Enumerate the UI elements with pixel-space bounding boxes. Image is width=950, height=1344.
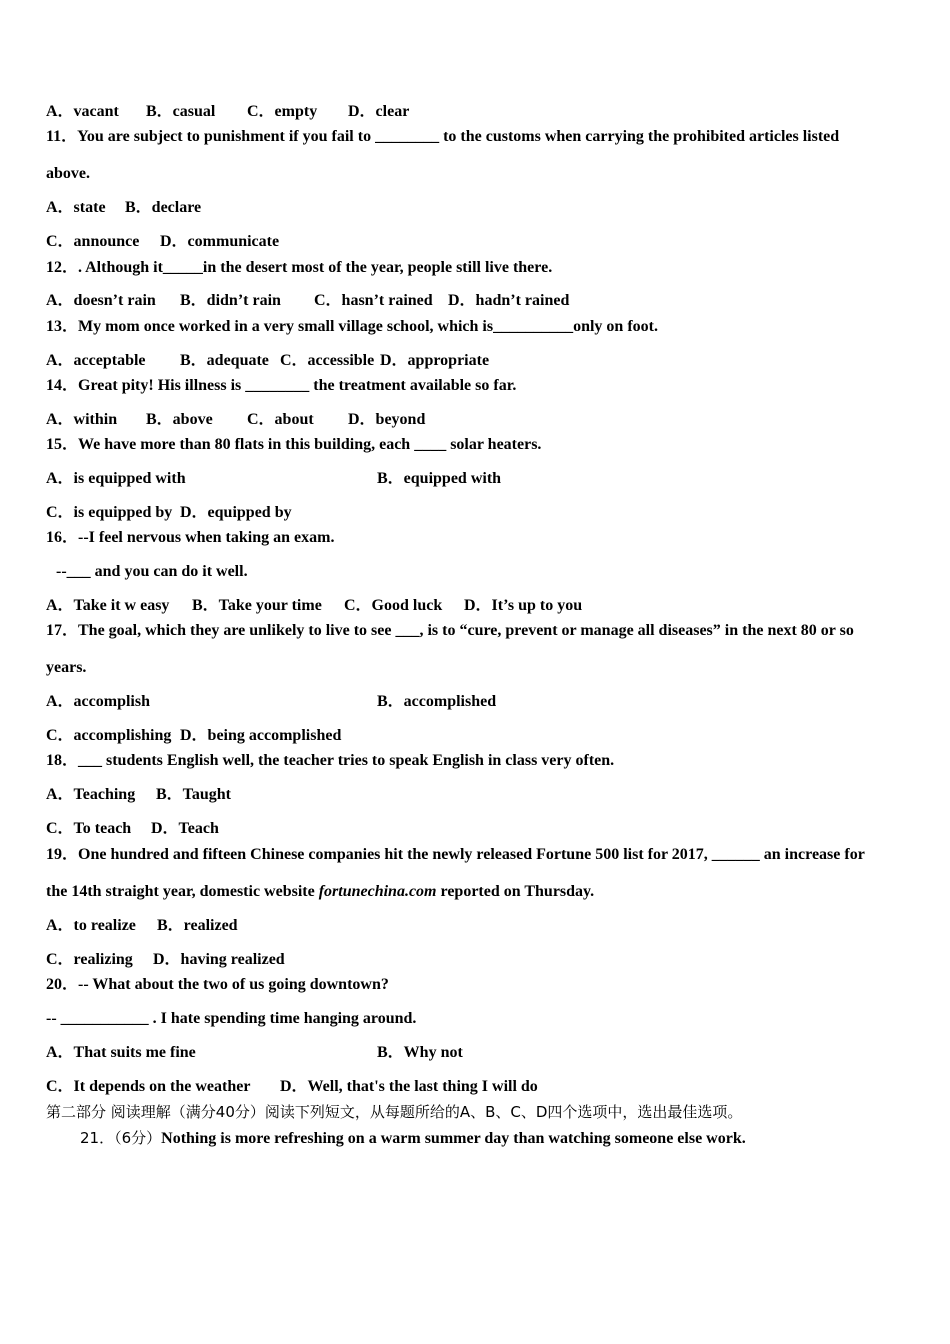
option-c: C．It depends on the weather bbox=[46, 1078, 251, 1095]
option-b: B．accomplished bbox=[377, 693, 497, 710]
options-q20-cd bbox=[46, 1078, 538, 1096]
option-c: C．hasn’t rained bbox=[314, 292, 433, 309]
option-a: A．accomplish bbox=[46, 693, 151, 710]
option-d: D．equipped by bbox=[180, 504, 292, 521]
question-20-reply: -- ___________ . I hate spending time hanging around. bbox=[46, 1010, 417, 1027]
option-d: D．hadn’t rained bbox=[448, 292, 570, 309]
question-11-cont: above. bbox=[46, 165, 90, 182]
question-17-cont: years. bbox=[46, 659, 87, 676]
option-a: A．That suits me fine bbox=[46, 1044, 196, 1061]
options-q15-ab bbox=[46, 470, 501, 488]
question-21 bbox=[80, 1129, 746, 1148]
option-d: D．beyond bbox=[348, 411, 426, 428]
options-q17-cd bbox=[46, 727, 341, 745]
option-c: C．is equipped by bbox=[46, 504, 173, 521]
option-b: B．adequate bbox=[180, 352, 269, 369]
options-q11-ab bbox=[46, 199, 201, 217]
question-18: 18．___ students English well, the teacher tries to speak English in class very often. bbox=[46, 752, 615, 769]
options-q18-cd bbox=[46, 820, 219, 838]
question-16-reply: --___ and you can do it well. bbox=[56, 563, 248, 580]
option-d: D．appropriate bbox=[380, 352, 490, 369]
option-b: B．declare bbox=[125, 199, 202, 216]
question-11: 11．You are subject to punishment if you fail to ________ to the customs when carrying the prohibited articles listed bbox=[46, 128, 840, 145]
option-d: D．having realized bbox=[153, 951, 285, 968]
option-c: C．Good luck bbox=[344, 597, 443, 614]
question-19-cont bbox=[46, 883, 594, 901]
option-a: A．doesn’t rain bbox=[46, 292, 156, 309]
options-q16 bbox=[46, 597, 582, 615]
options-q18-ab bbox=[46, 786, 231, 804]
question-12: 12．. Although it_____in the desert most of the year, people still live there. bbox=[46, 259, 553, 276]
option-d: D．It’s up to you bbox=[464, 597, 583, 614]
options-q11-cd bbox=[46, 233, 279, 251]
option-b: B．Why not bbox=[377, 1044, 463, 1061]
options-q10 bbox=[46, 103, 409, 121]
part-two-heading: 第二部分 阅读理解（满分40分）阅读下列短文，从每题所给的A、B、C、D四个选项中，选出最佳选项。 bbox=[46, 1103, 743, 1121]
option-d: D．clear bbox=[348, 103, 410, 120]
option-a: A．to realize bbox=[46, 917, 136, 934]
options-q15-cd bbox=[46, 504, 292, 522]
q21-number: 21．（6分） bbox=[80, 1129, 162, 1147]
option-c: C．about bbox=[247, 411, 314, 428]
options-q12 bbox=[46, 292, 569, 310]
option-a: A．is equipped with bbox=[46, 470, 186, 487]
option-a: A．within bbox=[46, 411, 118, 428]
option-b: B．above bbox=[146, 411, 213, 428]
option-c: C．announce bbox=[46, 233, 140, 250]
options-q20-ab bbox=[46, 1044, 463, 1062]
options-q19-cd bbox=[46, 951, 285, 969]
option-c: C．realizing bbox=[46, 951, 133, 968]
options-q19-ab bbox=[46, 917, 238, 935]
option-b: B．equipped with bbox=[377, 470, 502, 487]
option-a: A．state bbox=[46, 199, 106, 216]
option-a: A．acceptable bbox=[46, 352, 146, 369]
option-c: C．empty bbox=[247, 103, 318, 120]
question-13: 13．My mom once worked in a very small village school, which is__________only on foot. bbox=[46, 318, 658, 335]
option-a: A．Take it w easy bbox=[46, 597, 170, 614]
question-20: 20．-- What about the two of us going downtown? bbox=[46, 976, 389, 993]
option-d: D．Teach bbox=[151, 820, 219, 837]
options-q17-ab bbox=[46, 693, 496, 711]
options-q13 bbox=[46, 352, 489, 370]
q19-text-pre: the 14th straight year, domestic website bbox=[46, 883, 319, 900]
option-d: D．communicate bbox=[160, 233, 280, 250]
question-19: 19．One hundred and fifteen Chinese companies hit the newly released Fortune 500 list for 2017, ______ an increase for bbox=[46, 846, 865, 863]
option-b: B．casual bbox=[146, 103, 216, 120]
option-a: A．vacant bbox=[46, 103, 119, 120]
options-q14 bbox=[46, 411, 425, 429]
option-d: D．Well, that's the last thing I will do bbox=[280, 1078, 538, 1095]
option-a: A．Teaching bbox=[46, 786, 136, 803]
q21-text: Nothing is more refreshing on a warm summer day than watching someone else work. bbox=[161, 1130, 746, 1147]
option-c: C．accessible bbox=[280, 352, 375, 369]
question-17: 17．The goal, which they are unlikely to live to see ___, is to “cure, prevent or manage all diseases” in the next 80 or so bbox=[46, 622, 854, 639]
option-b: B．Take your time bbox=[192, 597, 322, 614]
option-b: B．realized bbox=[157, 917, 238, 934]
q19-text-post: reported on Thursday. bbox=[436, 883, 595, 900]
website-name: fortunechina.com bbox=[318, 883, 437, 900]
question-15: 15．We have more than 80 flats in this building, each ____ solar heaters. bbox=[46, 436, 542, 453]
option-d: D．being accomplished bbox=[180, 727, 342, 744]
option-c: C．accomplishing bbox=[46, 727, 172, 744]
question-14: 14．Great pity! His illness is ________ the treatment available so far. bbox=[46, 377, 517, 394]
option-b: B．Taught bbox=[156, 786, 232, 803]
question-16: 16．--I feel nervous when taking an exam. bbox=[46, 529, 335, 546]
option-c: C．To teach bbox=[46, 820, 132, 837]
option-b: B．didn’t rain bbox=[180, 292, 281, 309]
